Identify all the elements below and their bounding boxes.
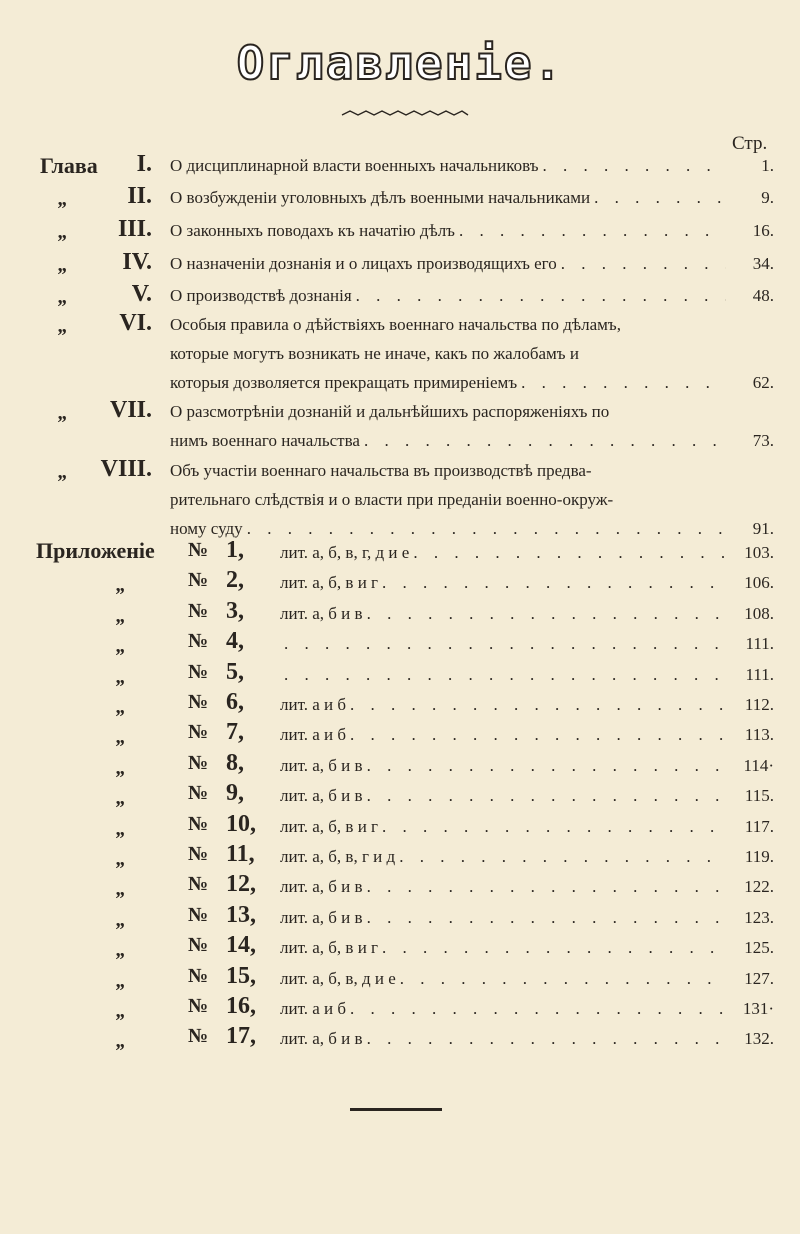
number-sign: №: [188, 1025, 209, 1048]
chapter-title-text: О возбужденіи уголовныхъ дѣлъ военными начальниками: [170, 188, 591, 207]
page-title: Оглавленіе.: [236, 36, 564, 90]
appendix-line: [280, 969, 732, 996]
appendix-number: 5,: [226, 658, 244, 685]
chapter-title-line: [170, 397, 730, 426]
appendix-description: [280, 1029, 732, 1056]
appendix-line: [280, 1029, 732, 1056]
appendix-line: [280, 604, 732, 631]
appendix-entry: [0, 810, 800, 846]
page-number: 106.: [744, 573, 774, 593]
appendix-number: 2,: [226, 567, 244, 594]
appendix-text: лит. а, б и в: [280, 907, 363, 927]
appendix-number: 8,: [226, 749, 244, 776]
appendix-text: лит. а, б, в и г: [280, 938, 379, 958]
page-number: 111.: [745, 664, 774, 684]
appendix-line: [280, 695, 732, 722]
appendix-line: [280, 756, 732, 783]
appendix-line: [280, 543, 732, 570]
page-number: 91.: [752, 519, 774, 538]
ditto-mark: „: [58, 188, 68, 210]
appendix-description: [280, 756, 732, 783]
appendix-description: [280, 604, 732, 631]
chapter-title-line: [170, 426, 730, 455]
ditto-mark: „: [58, 461, 68, 483]
appendix-entry: [0, 780, 800, 815]
appendix-entry: [0, 597, 800, 633]
chapter-title-text: Особыя правила о дѣйствіяхъ военнаго начальства по дѣламъ,: [170, 315, 621, 334]
appendix-number: 12,: [226, 871, 256, 898]
chapter-title: [170, 456, 730, 543]
appendix-number: 14,: [226, 932, 256, 959]
appendix-entry: [0, 658, 800, 694]
page-number: 122.: [744, 877, 774, 897]
appendix-description: [280, 877, 732, 904]
appendix-entry: [0, 628, 800, 663]
chapter-title: [170, 183, 730, 212]
appendix-number: 13,: [226, 901, 256, 928]
chapter-title-text: О дисциплинарной власти военныхъ начальниковъ: [170, 156, 539, 175]
chapter-label: Глава: [40, 153, 98, 178]
ditto-mark: „: [116, 604, 126, 627]
leader-dots: [364, 426, 726, 455]
appendix-entry: [0, 932, 800, 967]
leader-dots: [367, 756, 728, 776]
leader-dots: [400, 969, 728, 989]
page-column-header: Стр.: [732, 133, 768, 154]
page-number: 114·: [743, 755, 774, 775]
appendix-number: 11,: [226, 841, 255, 867]
chapter-title-text: рительнаго слѣдствія и о власти при преданіи военно-окруж-: [170, 490, 614, 509]
number-sign: №: [188, 782, 209, 805]
appendix-entry: [0, 719, 800, 754]
chapter-number: IV.: [122, 249, 152, 275]
appendix-text: лит. а, б, в, д и е: [280, 968, 396, 988]
appendix-entry: [0, 871, 800, 906]
leader-dots: [367, 908, 728, 928]
page-number: 9.: [761, 188, 774, 207]
number-sign: №: [188, 995, 209, 1017]
chapter-title: [170, 249, 730, 278]
appendix-text: лит. а, б, в, г и д: [280, 847, 396, 866]
leader-dots: [543, 151, 726, 180]
leader-dots: [382, 573, 728, 593]
chapter-number: VI.: [119, 310, 152, 336]
chapter-title: [170, 281, 730, 310]
leader-dots: [367, 604, 728, 624]
ditto-mark: „: [116, 635, 126, 658]
ditto-mark: „: [116, 787, 126, 810]
appendix-text: лит. а, б и в: [280, 786, 363, 806]
appendix-description: [280, 999, 732, 1026]
chapter-title-text: О производствѣ дознанія: [170, 286, 352, 305]
number-sign: №: [188, 660, 209, 683]
page-number: 111.: [745, 634, 774, 654]
appendix-entry: [0, 993, 800, 1028]
chapter-title: [170, 151, 730, 180]
appendix-line: [280, 877, 732, 904]
appendix-description: [280, 573, 732, 600]
appendix-description: [280, 817, 732, 844]
appendix-entry: [0, 537, 800, 572]
number-sign: №: [188, 934, 209, 957]
appendix-text: лит. а, б, в и г: [280, 573, 379, 593]
appendix-entry: [0, 689, 800, 724]
ditto-mark: „: [116, 1000, 126, 1022]
ditto-mark: „: [116, 908, 126, 931]
leader-dots: [413, 543, 728, 563]
chapter-title-line: [170, 310, 730, 339]
appendix-number: 16,: [226, 993, 256, 1019]
ditto-mark: „: [116, 665, 126, 688]
leader-dots: [284, 665, 728, 685]
page-number: 125.: [744, 938, 774, 958]
appendix-text: лит. а, б и в: [280, 877, 363, 897]
appendix-entry: [0, 567, 800, 602]
chapter-title-text: которые могутъ возникать не иначе, какъ по жалобамъ и: [170, 344, 579, 363]
appendix-description: [280, 634, 732, 661]
appendix-number: 10,: [226, 810, 256, 837]
ditto-mark: „: [116, 969, 126, 992]
leader-dots: [367, 786, 728, 806]
chapter-title-text: которыя дозволяется прекращать примиреніемъ: [170, 373, 518, 392]
page-number: 73.: [752, 431, 774, 450]
ditto-mark: „: [116, 756, 126, 779]
appendix-text: лит. а, б, в и г: [280, 816, 379, 836]
chapter-title-line: [170, 151, 730, 180]
leader-dots: [561, 249, 726, 278]
number-sign: №: [188, 751, 209, 774]
appendix-entry: [0, 1023, 800, 1058]
appendix-number: 9,: [226, 780, 244, 807]
appendix-line: [280, 665, 732, 692]
chapter-number: I.: [136, 151, 152, 177]
ditto-mark: „: [116, 696, 126, 718]
appendix-description: [280, 695, 732, 722]
appendix-description: [280, 725, 732, 752]
page-number: 127.: [744, 968, 774, 988]
appendix-text: лит. а, б и в: [280, 603, 363, 623]
appendix-description: [280, 938, 732, 965]
page-number: 115.: [744, 786, 774, 806]
appendix-entry: [0, 841, 800, 876]
number-sign: №: [188, 873, 209, 896]
ditto-mark: „: [116, 726, 126, 749]
ditto-mark: „: [58, 221, 68, 243]
appendix-text: лит. а и б: [280, 999, 347, 1018]
appendix-number: 6,: [226, 689, 244, 715]
chapter-number: II.: [127, 183, 152, 209]
ornament-divider: [340, 106, 470, 120]
page-number: 123.: [744, 907, 774, 927]
chapter-title-line: [170, 456, 730, 485]
page-number: 108.: [744, 603, 774, 623]
number-sign: №: [188, 903, 209, 926]
ditto-mark: „: [116, 1030, 126, 1053]
ditto-mark: „: [58, 286, 68, 308]
chapter-title-line: [170, 485, 730, 514]
page-number: 62.: [752, 373, 774, 392]
page-number: 113.: [744, 725, 774, 745]
appendix-description: [280, 847, 732, 874]
number-sign: №: [188, 721, 209, 744]
ditto-mark: „: [116, 878, 126, 901]
chapter-title-line: [170, 368, 730, 397]
ditto-mark: „: [116, 939, 126, 962]
chapter-title: [170, 310, 730, 397]
page-number: 1.: [761, 156, 774, 175]
leader-dots: [382, 817, 728, 837]
chapter-title-text: нимъ военнаго начальства: [170, 431, 360, 450]
chapter-title: [170, 216, 730, 245]
appendix-text: лит. а, б и в: [280, 755, 363, 775]
chapter-title-text: ному суду: [170, 519, 243, 538]
appendix-line: [280, 817, 732, 844]
appendix-line: [280, 938, 732, 965]
leader-dots: [350, 695, 728, 715]
appendix-entry: [0, 962, 800, 998]
appendix-line: [280, 908, 732, 935]
appendix-line: [280, 786, 732, 813]
chapter-title-text: Объ участіи военнаго начальства въ производствѣ предва-: [170, 461, 592, 480]
page-number: 112.: [744, 695, 774, 714]
appendix-number: 17,: [226, 1023, 256, 1050]
leader-dots: [521, 368, 726, 397]
appendix-line: [280, 634, 732, 661]
number-sign: №: [188, 539, 209, 561]
leader-dots: [356, 281, 726, 310]
ditto-mark: „: [116, 817, 126, 840]
leader-dots: [284, 634, 728, 654]
ditto-mark: „: [116, 574, 126, 597]
appendix-entry: [0, 901, 800, 937]
chapter-title-text: О разсмотрѣніи дознаній и дальнѣйшихъ распоряженіяхъ по: [170, 402, 610, 421]
chapter-title-line: [170, 216, 730, 245]
ditto-mark: „: [58, 402, 68, 424]
page-number: 131·: [742, 999, 774, 1018]
page-number: 119.: [744, 847, 774, 866]
ditto-mark: „: [58, 315, 68, 337]
ditto-mark: „: [58, 254, 68, 276]
appendix-label: Приложеніе: [36, 538, 155, 563]
appendix-line: [280, 847, 732, 874]
leader-dots: [350, 999, 728, 1019]
chapter-number: VIII.: [100, 456, 152, 482]
leader-dots: [367, 1029, 728, 1049]
appendix-entry: [0, 749, 800, 785]
appendix-description: [280, 665, 732, 692]
appendix-description: [280, 786, 732, 813]
chapter-title-line: [170, 281, 730, 310]
leader-dots: [350, 725, 728, 745]
chapter-title-line: [170, 183, 730, 212]
appendix-number: 4,: [226, 628, 244, 655]
appendix-line: [280, 999, 732, 1026]
page-number: 34.: [752, 254, 774, 273]
chapter-title-text: О законныхъ поводахъ къ начатію дѣлъ: [170, 221, 455, 240]
chapter-title-line: [170, 249, 730, 278]
leader-dots: [459, 216, 726, 245]
appendix-text: лит. а, б, в, г, д и е: [280, 543, 410, 562]
leader-dots: [399, 847, 728, 867]
appendix-line: [280, 573, 732, 600]
page-number: 48.: [752, 286, 774, 305]
closing-rule: [350, 1108, 442, 1111]
leader-dots: [367, 877, 728, 897]
page-number: 132.: [744, 1029, 774, 1049]
appendix-number: 1,: [226, 537, 244, 563]
appendix-text: лит. а и б: [280, 725, 347, 745]
page-number: 16.: [752, 221, 774, 240]
number-sign: №: [188, 630, 209, 653]
chapter-title: [170, 397, 730, 455]
chapter-number: III.: [117, 216, 152, 242]
page-number: 117.: [744, 816, 774, 836]
appendix-description: [280, 969, 732, 996]
number-sign: №: [188, 569, 209, 592]
page-number: 103.: [744, 543, 774, 562]
leader-dots: [382, 938, 728, 958]
appendix-description: [280, 543, 732, 570]
number-sign: №: [188, 843, 209, 865]
number-sign: №: [188, 964, 209, 987]
chapter-title-line: [170, 339, 730, 368]
leader-dots: [247, 514, 726, 543]
appendix-description: [280, 908, 732, 935]
ditto-mark: „: [116, 848, 126, 870]
appendix-text: лит. а, б и в: [280, 1029, 363, 1049]
appendix-text: лит. а и б: [280, 695, 347, 714]
appendix-number: 7,: [226, 719, 244, 746]
appendix-number: 3,: [226, 597, 244, 624]
leader-dots: [594, 183, 726, 212]
chapter-number: VII.: [109, 397, 152, 423]
number-sign: №: [188, 812, 209, 835]
number-sign: №: [188, 691, 209, 713]
number-sign: №: [188, 599, 209, 622]
chapter-title-text: О назначеніи дознанія и о лицахъ производящихъ его: [170, 254, 557, 273]
chapter-number: V.: [131, 281, 152, 307]
appendix-line: [280, 725, 732, 752]
chapter-title-line: [170, 514, 730, 543]
appendix-number: 15,: [226, 962, 256, 989]
